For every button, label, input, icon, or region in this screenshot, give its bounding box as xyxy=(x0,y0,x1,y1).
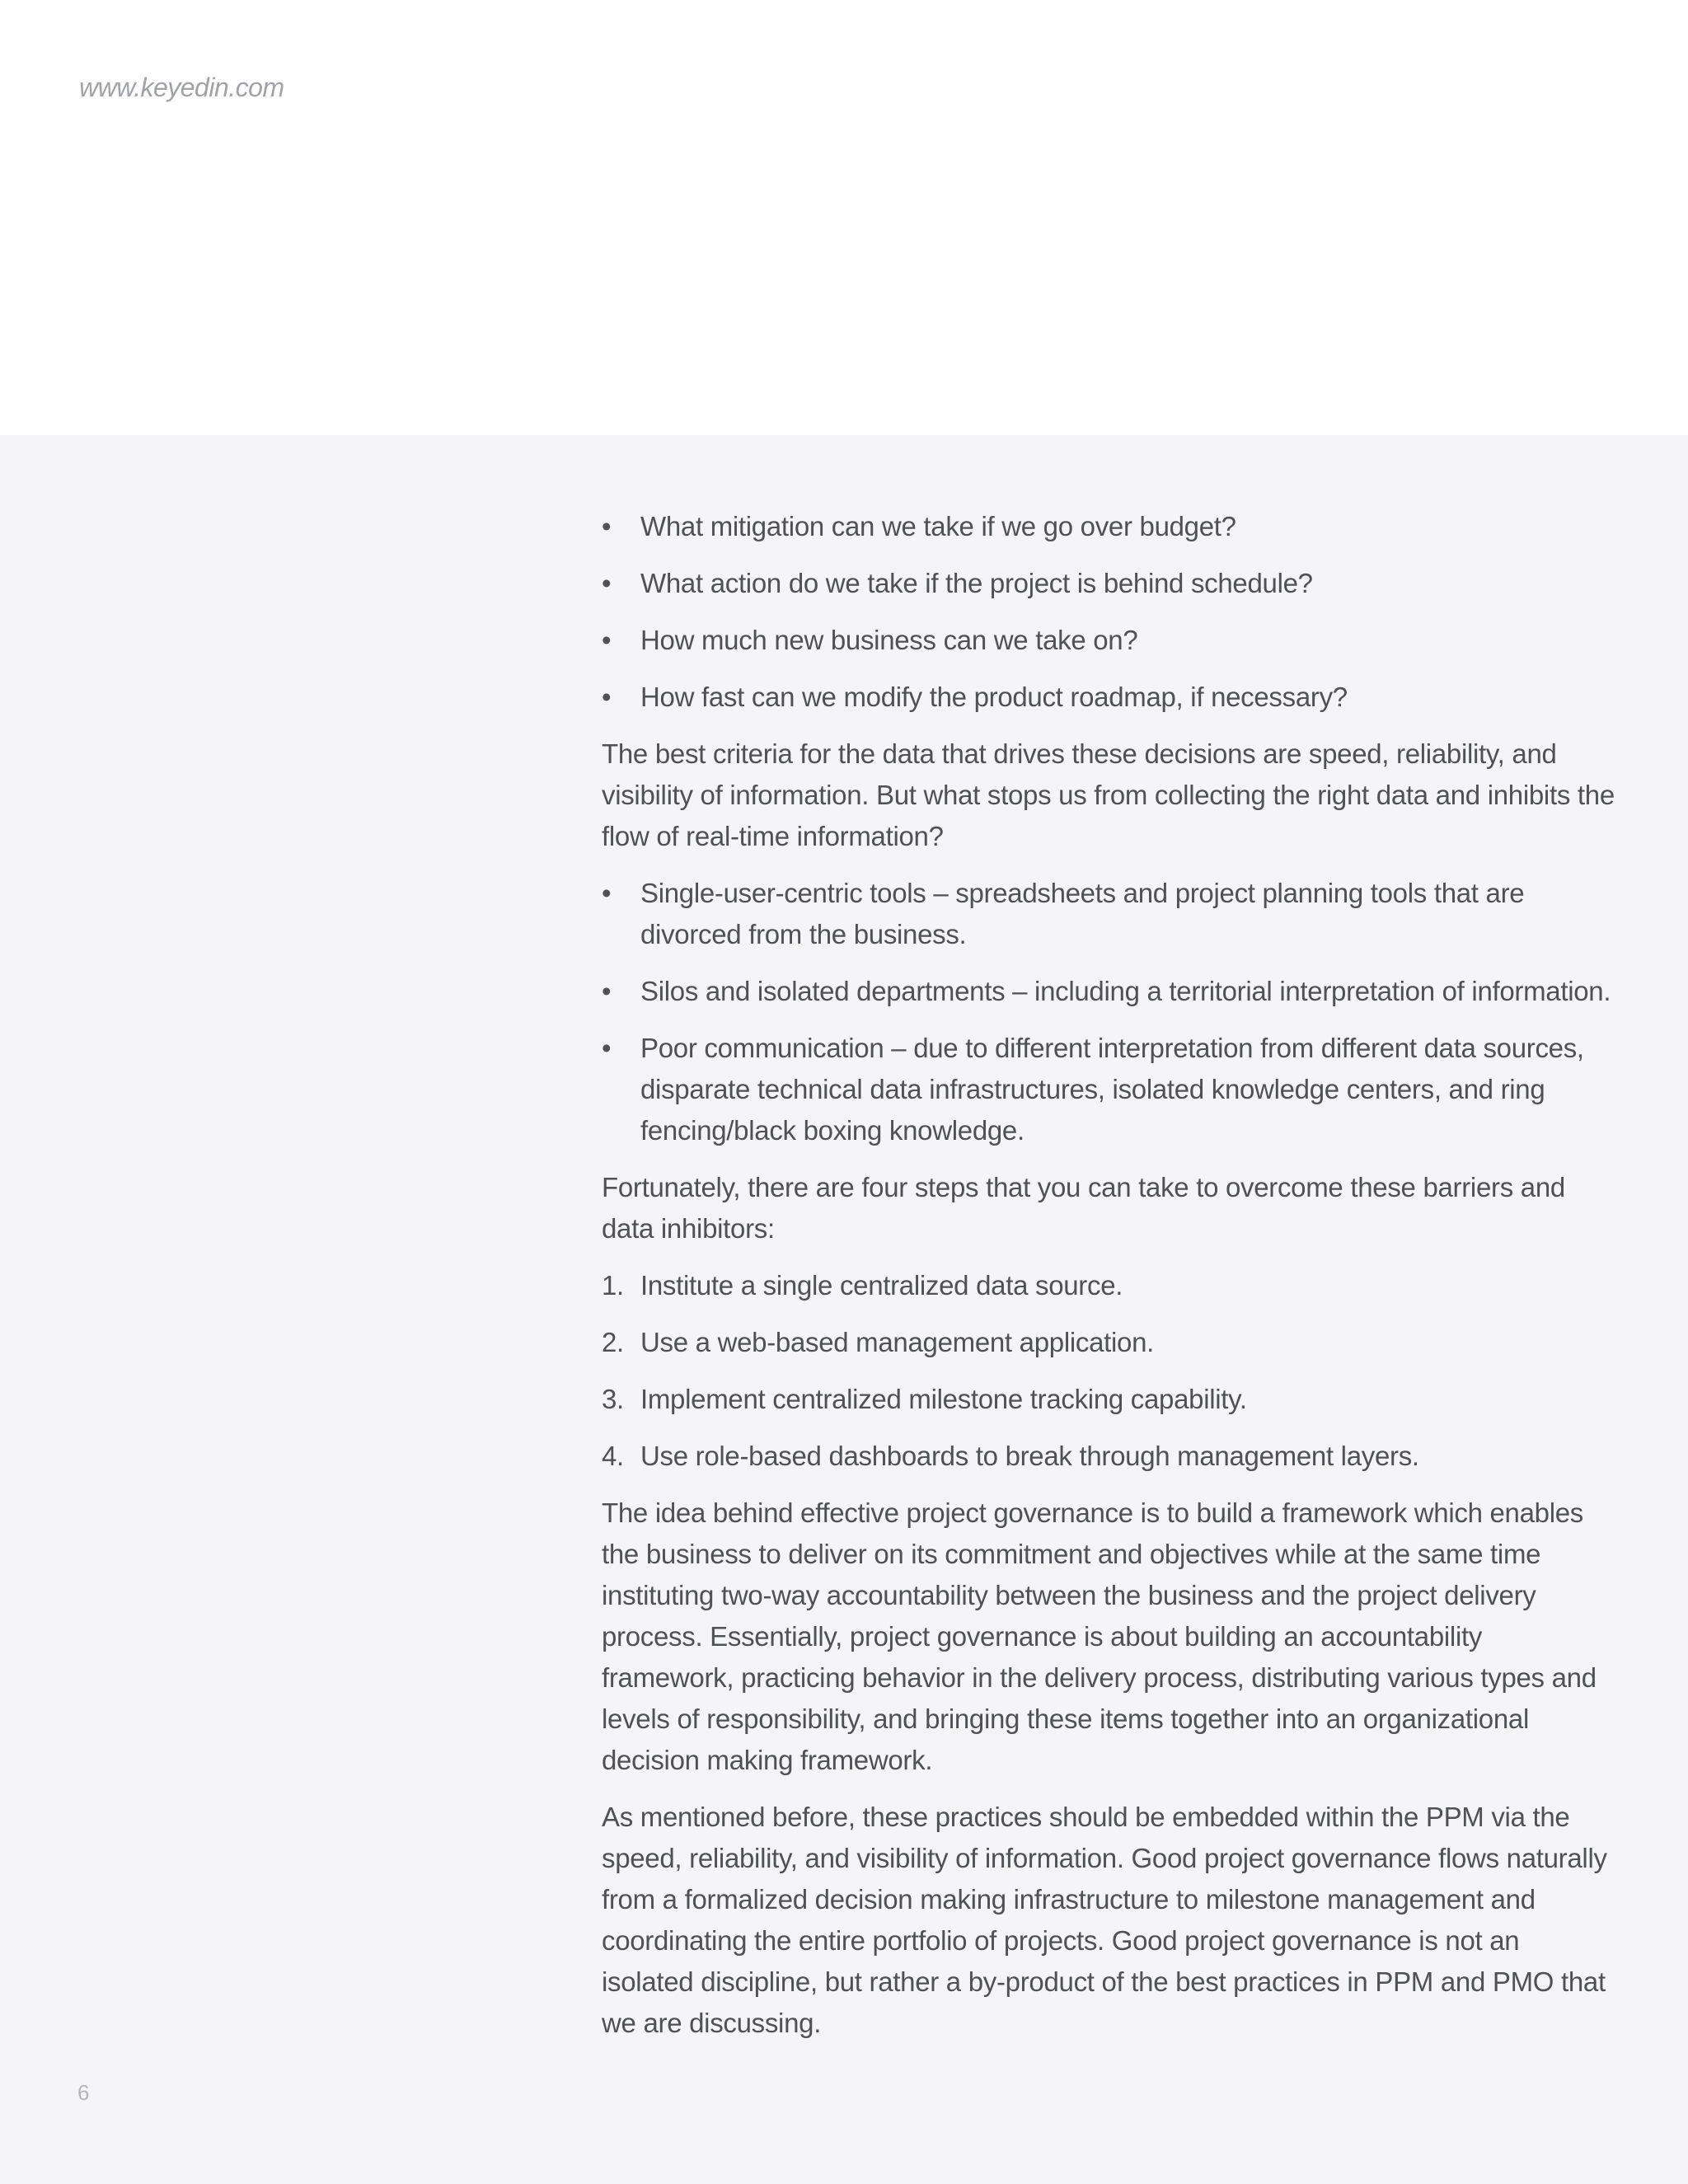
list-item xyxy=(602,873,1615,955)
list-item-text: How much new business can we take on? xyxy=(640,625,1138,655)
paragraph-steps-intro: Fortunately, there are four steps that you can take to overcome these barriers and data inhibitors: xyxy=(602,1172,1565,1244)
barriers-list xyxy=(602,873,1615,1151)
bullet-icon: • xyxy=(602,568,612,598)
page-header xyxy=(0,0,1688,435)
list-item xyxy=(602,1436,1615,1477)
list-item-text: How fast can we modify the product roadmap, if necessary? xyxy=(640,682,1348,712)
questions-list xyxy=(602,506,1615,718)
list-item-text: Single-user-centric tools – spreadsheets and project planning tools that are divorced from the business. xyxy=(640,878,1525,949)
list-item-text: Use role-based dashboards to break through management layers. xyxy=(640,1441,1419,1471)
bullet-icon: • xyxy=(602,878,612,908)
list-item xyxy=(602,563,1615,604)
list-item-text: What mitigation can we take if we go over budget? xyxy=(640,511,1236,541)
site-url: www.keyedin.com xyxy=(79,73,284,102)
steps-list xyxy=(602,1265,1615,1477)
bullet-icon: • xyxy=(602,625,612,655)
list-item xyxy=(602,506,1615,547)
bullet-icon: • xyxy=(602,976,612,1006)
list-item xyxy=(602,1322,1615,1363)
list-item-text: Use a web-based management application. xyxy=(640,1327,1155,1357)
list-item xyxy=(602,971,1615,1012)
paragraph-governance: The idea behind effective project governance is to build a framework which enables the business to deliver on its commitment and objectives while at the same time instituting two-way accountability between the business and the project delivery process. Essentially, project governance is about building an accountability framework, practicing behavior in the delivery process, distributing various types and levels of responsibility, and bringing these items together into an organizational decision making framework. xyxy=(602,1497,1597,1775)
list-item xyxy=(602,1379,1615,1420)
paragraph-criteria: The best criteria for the data that drives these decisions are speed, reliability, and visibility of information. But what stops us from collecting the right data and inhibits the flow of real-time information? xyxy=(602,738,1615,851)
page-number: 6 xyxy=(77,2080,90,2105)
bullet-icon: • xyxy=(602,511,612,541)
list-item xyxy=(602,1265,1615,1306)
list-item xyxy=(602,620,1615,661)
paragraph-closing: As mentioned before, these practices should be embedded within the PPM via the speed, reliability, and visibility of information. Good project governance flows naturally from a formalized decision making infrastructure to milestone management and coordinating the entire portfolio of projects. Good project governance is not an isolated discipline, but rather a by-product of the best practices in PPM and PMO that we are discussing. xyxy=(602,1802,1607,2038)
step-number: 1. xyxy=(602,1270,624,1301)
list-item-text: Implement centralized milestone tracking capability. xyxy=(640,1384,1247,1414)
list-item xyxy=(602,677,1615,718)
list-item-text: What action do we take if the project is behind schedule? xyxy=(640,568,1313,598)
bullet-icon: • xyxy=(602,682,612,712)
list-item-text: Institute a single centralized data source. xyxy=(640,1270,1123,1301)
step-number: 2. xyxy=(602,1327,624,1357)
list-item-text: Silos and isolated departments – including a territorial interpretation of information. xyxy=(640,976,1611,1006)
list-item xyxy=(602,1028,1615,1151)
main-content xyxy=(602,506,1615,2060)
step-number: 3. xyxy=(602,1384,624,1414)
step-number: 4. xyxy=(602,1441,624,1471)
bullet-icon: • xyxy=(602,1033,612,1063)
list-item-text: Poor communication – due to different interpretation from different data sources, disparate technical data infrastructures, isolated knowledge centers, and ring fencing/black boxing knowledge. xyxy=(640,1033,1584,1146)
